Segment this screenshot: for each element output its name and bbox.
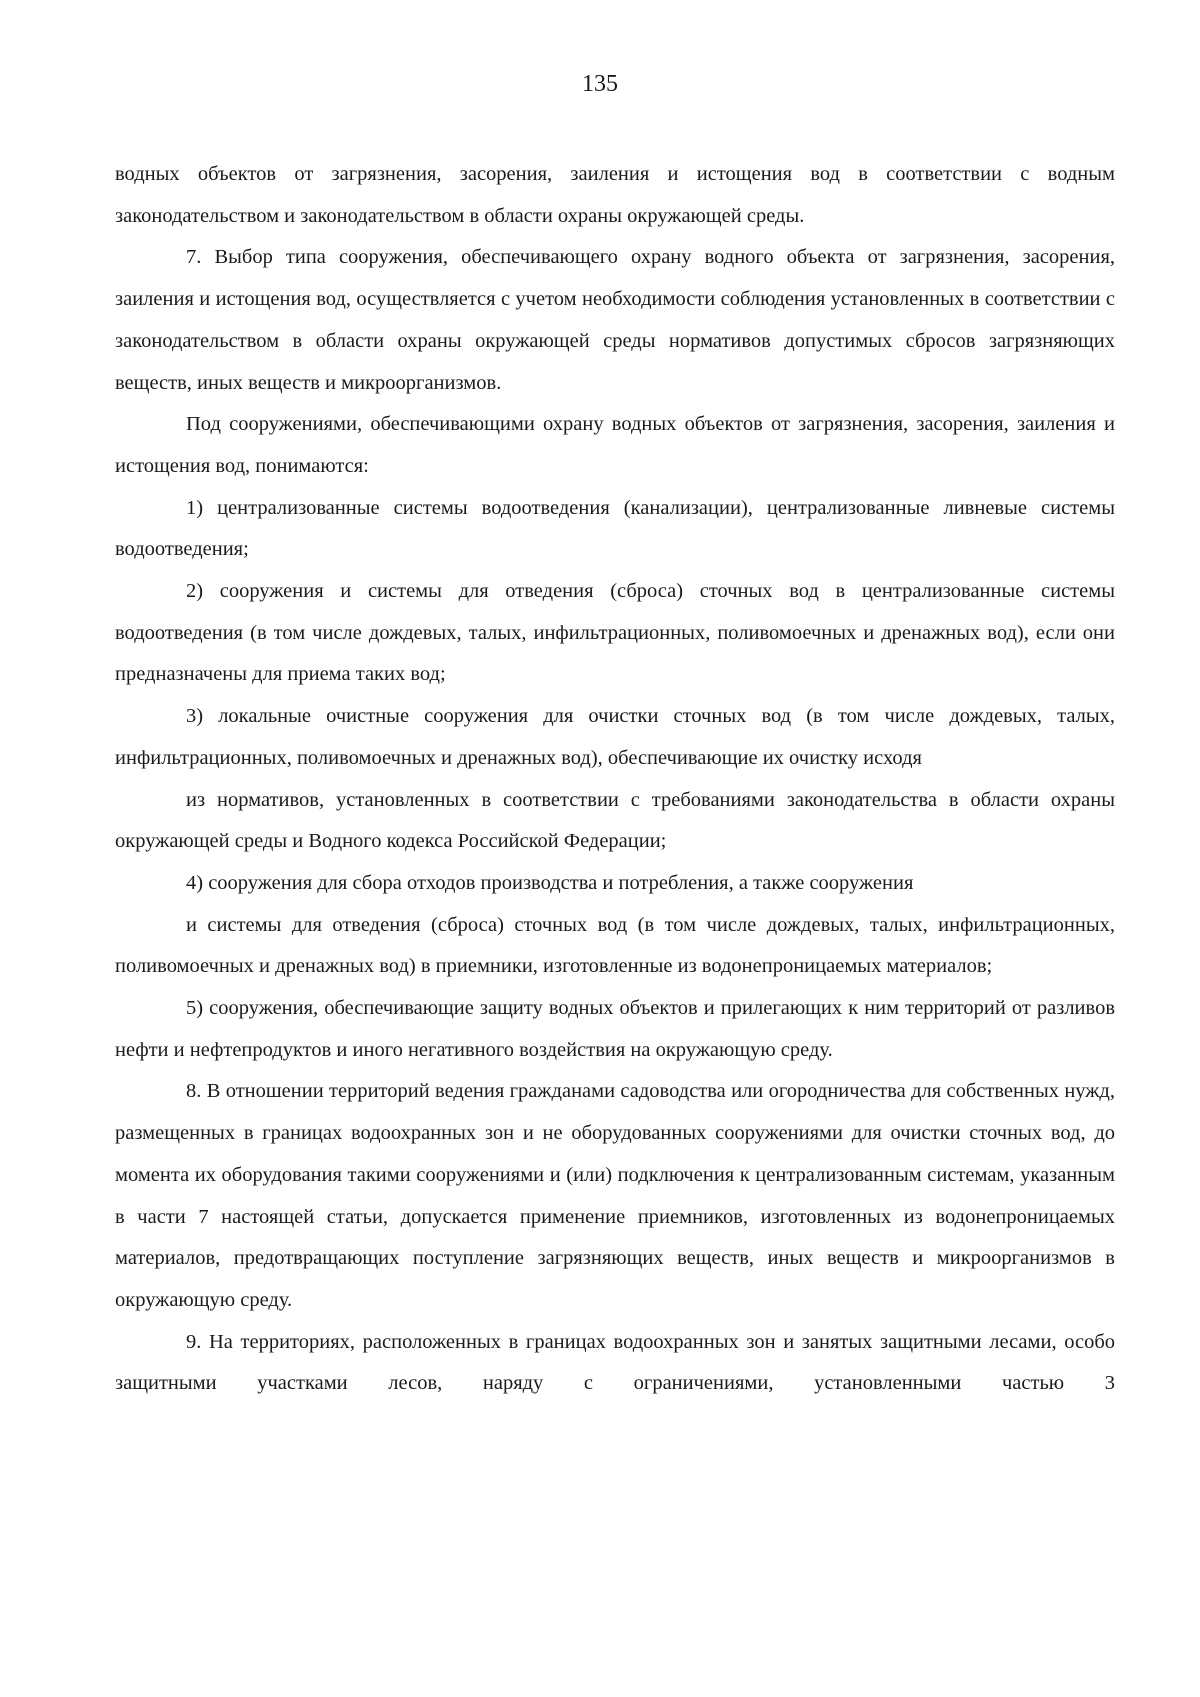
list-item-3-continuation: из нормативов, установленных в соответствии с требованиями законодательства в области охраны окружающей среды и Водного кодекса Российской Федерации; bbox=[115, 788, 1115, 853]
list-item-1: 1) централизованные системы водоотведения (канализации), централизованные ливневые системы водоотведения; bbox=[115, 496, 1115, 561]
document-body bbox=[115, 154, 1115, 1405]
page-number: 135 bbox=[582, 71, 618, 97]
paragraph-item-7: 7. Выбор типа сооружения, обеспечивающего охрану водного объекта от загрязнения, засорения, заиления и истощения вод, осуществляется с учетом необходимости соблюдения установленных в соответствии с законодательством в области охраны окружающей среды нормативов допустимых сбросов загрязняющих веществ, иных веществ и микроорганизмов. bbox=[115, 246, 1115, 394]
list-item-4-continuation: и системы для отведения (сброса) сточных вод (в том числе дождевых, талых, инфильтрационных, поливомоечных и дренажных вод) в приемники, изготовленные из водонепроницаемых материалов; bbox=[115, 913, 1115, 978]
list-item-5: 5) сооружения, обеспечивающие защиту водных объектов и прилегающих к ним территорий от разливов нефти и нефтепродуктов и иного негативного воздействия на окружающую среду. bbox=[115, 997, 1115, 1061]
list-item-4: 4) сооружения для сбора отходов производства и потребления, а также сооружения bbox=[186, 871, 914, 894]
list-item-2: 2) сооружения и системы для отведения (сброса) сточных вод в централизованные системы водоотведения (в том числе дождевых, талых, инфильтрационных, поливомоечных и дренажных вод), если они предназначены для приема таких вод; bbox=[115, 580, 1115, 686]
list-item-3: 3) локальные очистные сооружения для очистки сточных вод (в том числе дождевых, талых, инфильтрационных, поливомоечных и дренажных вод), обеспечивающие их очистку исходя bbox=[115, 705, 1115, 769]
paragraph-item-8: 8. В отношении территорий ведения гражданами садоводства или огородничества для собственных нужд, размещенных в границах водоохранных зон и не оборудованных сооружениями для очистки сточных вод, до момента их оборудования такими сооружениями и (или) подключения к централизованным системам, указанным в части 7 настоящей статьи, допускается применение приемников, изготовленных из водонепроницаемых материалов, предотвращающих поступление загрязняющих веществ, иных веществ и микроорганизмов в окружающую среду. bbox=[115, 1080, 1115, 1311]
paragraph-item-9: 9. На территориях, расположенных в границах водоохранных зон и занятых защитными лесами, особо защитными участками лесов, наряду с ограничениями, установленными частью 3 bbox=[115, 1330, 1115, 1395]
paragraph-structures-definition: Под сооружениями, обеспечивающими охрану водных объектов от загрязнения, засорения, заиления и истощения вод, понимаются: bbox=[115, 413, 1115, 477]
paragraph-continuation: водных объектов от загрязнения, засорения, заиления и истощения вод в соответствии с водным законодательством и законодательством в области охраны окружающей среды. bbox=[115, 163, 1115, 227]
